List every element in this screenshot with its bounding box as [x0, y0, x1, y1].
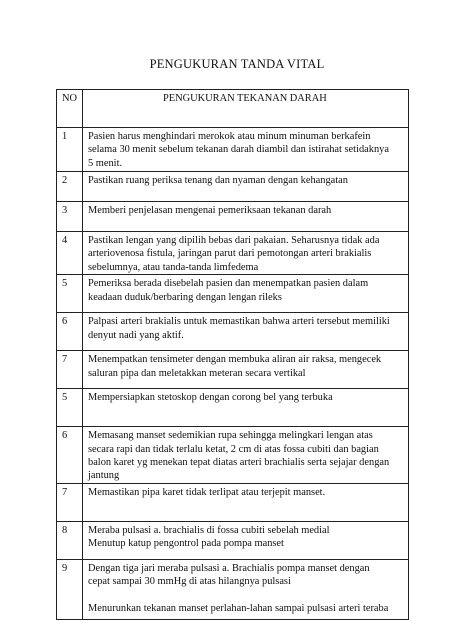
- table-row: [57, 232, 409, 275]
- table-row: [57, 483, 409, 521]
- table-row: [57, 559, 409, 619]
- step-description: Palpasi arteri brakialis untuk memastikan bahwa arteri tersebut memiliki denyut nadi yang aktif.: [83, 313, 409, 351]
- step-number: 6: [57, 427, 83, 484]
- header-step: PENGUKURAN TEKANAN DARAH: [83, 90, 409, 128]
- step-description: Menempatkan tensimeter dengan membuka aliran air raksa, mengecek saluran pipa dan meletakkan meteran secara vertikal: [83, 351, 409, 389]
- table-header-row: [57, 90, 409, 128]
- step-number: 9: [57, 559, 83, 619]
- step-number: 6: [57, 313, 83, 351]
- table-row: [57, 389, 409, 427]
- step-number: 4: [57, 232, 83, 275]
- step-description: Memasang manset sedemikian rupa sehingga melingkari lengan atas secara rapi dan tidak terlalu ketat, 2 cm di atas fossa cubiti dan bagian balon karet yg menekan tepat diatas arteri brachialis serta sejajar dengan jantung: [83, 427, 409, 484]
- table-row: [57, 313, 409, 351]
- step-description: Memastikan pipa karet tidak terlipat atau terjepit manset.: [83, 483, 409, 521]
- step-number: 1: [57, 128, 83, 172]
- table-row: [57, 427, 409, 484]
- table-row: [57, 202, 409, 232]
- step-description: Meraba pulsasi a. brachialis di fossa cubiti sebelah medial Menutup katup pengontrol pada pompa manset: [83, 521, 409, 559]
- table-row: [57, 521, 409, 559]
- step-number: 3: [57, 202, 83, 232]
- step-number: 7: [57, 483, 83, 521]
- table-row: [57, 172, 409, 202]
- step-number: 5: [57, 389, 83, 427]
- table-row: [57, 128, 409, 172]
- step-number: 8: [57, 521, 83, 559]
- step-description: Pastikan lengan yang dipilih bebas dari pakaian. Seharusnya tidak ada arteriovenosa fistula, jaringan parut dari pemotongan arteri brakialis sebelumnya, atau tanda-tanda limfedema: [83, 232, 409, 275]
- step-number: 7: [57, 351, 83, 389]
- step-description: Pastikan ruang periksa tenang dan nyaman dengan kehangatan: [83, 172, 409, 202]
- table-row: [57, 351, 409, 389]
- table-row: [57, 275, 409, 313]
- step-description: Memberi penjelasan mengenai pemeriksaan tekanan darah: [83, 202, 409, 232]
- step-number: 5: [57, 275, 83, 313]
- page-title: PENGUKURAN TANDA VITAL: [149, 57, 325, 71]
- step-description: Pemeriksa berada disebelah pasien dan menempatkan pasien dalam keadaan duduk/berbaring dengan lengan rileks: [83, 275, 409, 313]
- step-description: Pasien harus menghindari merokok atau minum minuman berkafein selama 30 menit sebelum tekanan darah diambil dan istirahat setidaknya 5 menit.: [83, 128, 409, 172]
- header-no: NO: [57, 90, 83, 128]
- step-number: 2: [57, 172, 83, 202]
- step-description: Dengan tiga jari meraba pulsasi a. Brachialis pompa manset dengan cepat sampai 30 mmHg di atas hilangnya pulsasi Menurunkan tekanan manset perlahan-lahan sampai pulsasi arteri teraba: [83, 559, 409, 619]
- step-description: Mempersiapkan stetoskop dengan corong bel yang terbuka: [83, 389, 409, 427]
- procedure-table: [56, 89, 409, 620]
